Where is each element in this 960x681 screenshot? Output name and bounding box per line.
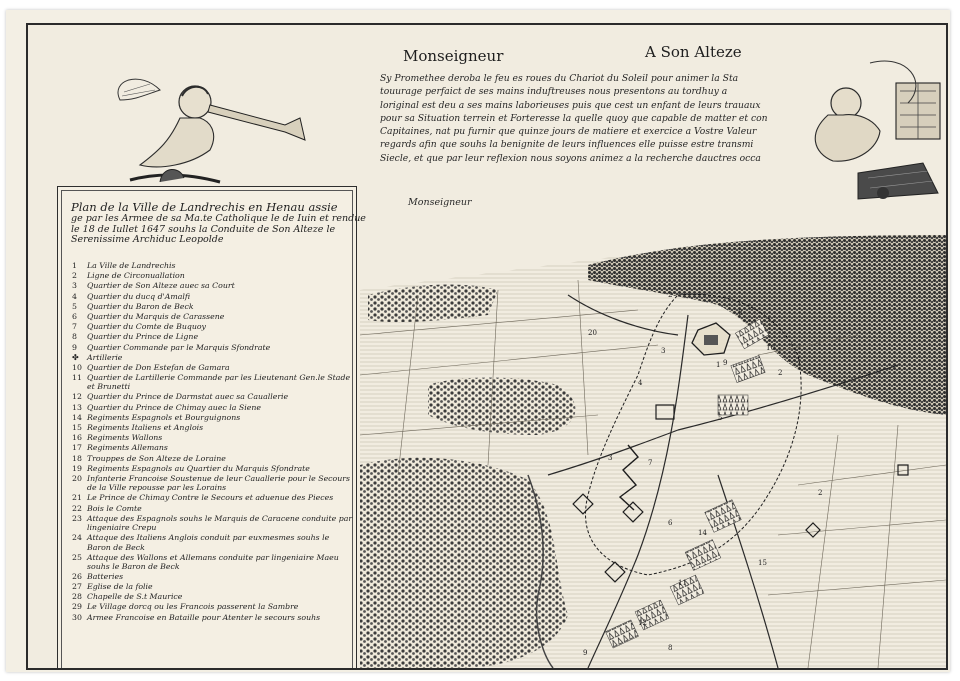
map-label: 12 (638, 619, 647, 627)
legend-item-number: 17 (72, 443, 82, 453)
legend-item-text: Regiments Italiens et Anglois (87, 423, 204, 433)
legend-list (72, 261, 356, 623)
legend-item-text: Quartier du Prince de Chimay auec la Siene (87, 402, 261, 412)
legend-item (72, 493, 356, 503)
legend-item-text: Eglise de la folie (87, 582, 153, 592)
legend-item-number: 27 (72, 582, 82, 592)
legend-item (72, 332, 356, 342)
legend-item (72, 292, 356, 302)
legend-item-number: 6 (72, 311, 77, 321)
legend-item-number: 30 (72, 612, 82, 622)
dedication-line: Capitaines, nat pu furnir que quinze jours de matiere et exercice a Vostre Valeur (380, 126, 757, 138)
map-label: 1 (716, 361, 721, 369)
legend-item (72, 302, 356, 312)
legend-item (72, 514, 356, 533)
legend-title-line: le 18 de Iullet 1647 souhs la Conduite de Son Alteze le (71, 223, 336, 235)
legend-item-text: Attaque des Italiens Anglois conduit par euxmesmes souhs le Baron de Beck (87, 533, 330, 552)
legend-item (72, 433, 356, 443)
legend-item-text: Armee Francoise en Bataille pour Atenter le secours souhs (87, 612, 321, 622)
map-label: 3 (661, 347, 666, 355)
map-label: 14 (698, 529, 707, 537)
legend-item-text: Quartier de Don Estefan de Gamara (87, 362, 230, 372)
map-label: 7 (648, 459, 653, 467)
map-label: 9 (723, 359, 728, 367)
legend-title-line: Serenissime Archiduc Leopolde (71, 234, 224, 245)
legend-item-number: 18 (72, 453, 82, 463)
legend-item (72, 353, 356, 363)
map-label: 8 (668, 644, 673, 652)
legend-item-text: Infanterie Francoise Soustenue de leur Cauallerie pour le Secours de la Ville repousse par les Lorains (87, 473, 350, 493)
legend-item-number: 11 (72, 373, 82, 383)
map-label: 4 (638, 379, 643, 387)
print-sheet (6, 10, 950, 672)
legend-item (72, 373, 356, 392)
legend-item-text: Le Prince de Chimay Contre le Secours et aduenue des Pieces (87, 493, 334, 503)
legend-item (72, 582, 356, 592)
legend-item-number: ✤ (72, 352, 79, 362)
legend-item-number: 9 (72, 342, 77, 352)
legend-cartouche (57, 186, 366, 670)
siege-map (338, 235, 946, 668)
legend-item-number: 3 (72, 281, 77, 291)
legend-item (72, 271, 356, 281)
legend-item-text: Chapelle de S.t Maurice (87, 592, 183, 602)
legend-item-number: 28 (72, 592, 82, 602)
dedication-signature: Monseigneur (408, 197, 472, 208)
legend-item-number: 12 (72, 392, 82, 402)
legend-item-text: Artillerie (87, 352, 123, 362)
legend-item-text: Trouppes de Son Alteze de Loraine (87, 453, 226, 463)
legend-item-text: Batteries (87, 571, 124, 581)
legend-item-text: Quartier du Prince de Ligne (87, 332, 199, 342)
dedication-text (380, 72, 785, 165)
map-label: 10 (766, 344, 775, 352)
legend-item-text: Attaque des Wallons et Allemans conduite par lingeniaire Maeu souhs le Baron de Beck (87, 552, 339, 571)
legend-item-text: Quartier du Marquis de Carassene (87, 311, 225, 321)
legend-title-line: Plan de la Ville de Landrechis en Henau assie (71, 200, 338, 214)
legend-item-number: 24 (72, 533, 82, 543)
legend-item-number: 25 (72, 552, 82, 562)
legend-item (72, 572, 356, 582)
legend-item-text: Quartier de Son Alteze auec sa Court (87, 281, 235, 291)
legend-item (72, 363, 356, 373)
legend-item-number: 15 (72, 423, 82, 433)
legend-item-text: La Ville de Landrechis (87, 261, 176, 270)
legend-item-number: 21 (72, 493, 82, 503)
cherub-coat-of-arms-illustration (788, 53, 943, 203)
legend-item (72, 504, 356, 514)
legend-item (72, 464, 356, 474)
legend-item-text: Ligne de Circonuallation (87, 271, 185, 281)
dedication-addressee: A Son Alteze (645, 43, 742, 61)
dedication-line: Sy Promethee deroba le feu es roues du Chariot du Soleil pour animer la Sta (380, 73, 739, 84)
map-label: 2 (778, 369, 783, 377)
legend-item-text: Quartier Commande par le Marquis Sfondrate (87, 342, 271, 352)
legend-item-text: Quartier du Comte de Buquoy (87, 322, 206, 332)
map-label: 6 (668, 519, 673, 527)
map-label: 20 (588, 329, 597, 337)
legend-item (72, 423, 356, 433)
legend-item-number: 1 (72, 261, 77, 270)
legend-item (72, 533, 356, 552)
map-label: 2 (668, 291, 673, 299)
dedication-line: loriginal est deu a ses mains laborieuses puis que cest un enfant de leurs trauaux (380, 99, 761, 111)
legend-item (72, 602, 356, 612)
legend-item-number: 2 (72, 271, 77, 281)
legend-item (72, 443, 356, 453)
map-label: 2 (818, 489, 823, 497)
legend-item-text: Quartier de Lartillerie Commande par les Lieutenant Gen.le Stade et Brunetti (87, 373, 351, 392)
legend-item-number: 7 (72, 322, 77, 332)
legend-item-number: 26 (72, 571, 82, 581)
legend-item-number: 29 (72, 602, 82, 612)
legend-item-number: 19 (72, 463, 82, 473)
legend-item-number: 4 (72, 291, 77, 301)
map-label: 15 (758, 559, 767, 567)
legend-item-number: 23 (72, 513, 82, 523)
legend-item-number: 22 (72, 503, 82, 513)
legend-item-number: 8 (72, 332, 77, 342)
map-label: 5 (718, 414, 723, 422)
legend-item-text: Regiments Espagnols au Quartier du Marquis Sfondrate (87, 463, 310, 473)
legend-item (72, 343, 356, 353)
legend-item-text: Quartier du ducq d'Amalfi (87, 291, 191, 301)
map-label: 9 (583, 649, 588, 657)
legend-item-text: Bois le Comte (87, 503, 142, 513)
legend-title (71, 200, 366, 246)
dedication-line: Siecle, et que par leur reflexion nous soyons animez a la recherche dauctres occa (380, 152, 761, 164)
legend-item-number: 14 (72, 412, 82, 422)
legend-item-text: Le Village dorcq ou les Francois passerent la Sambre (87, 602, 299, 612)
legend-item-number: 5 (72, 301, 77, 311)
engraving-plate (26, 23, 948, 670)
cherub-trumpet-illustration (100, 70, 310, 190)
map-label: 3 (608, 454, 613, 462)
legend-item (72, 392, 356, 402)
legend-title-line: ge par les Armee de sa Ma.te Catholique le de Iuin et rendue (71, 213, 366, 224)
legend-item (72, 312, 356, 322)
legend-item-number: 16 (72, 433, 82, 443)
dedication-line: pour sa Situation terrein et Forteresse la quelle quoy que capable de matter et con (380, 112, 768, 124)
dedication-line: touurage perfaict de ses mains induftreuses nous presentons au tordhuy a (380, 86, 728, 98)
dedication-salutation: Monseigneur (403, 47, 504, 65)
legend-item-number: 20 (72, 473, 82, 483)
legend-item-text: Regiments Espagnols et Bourguignons (87, 412, 241, 422)
siege-map-drawing (338, 235, 946, 668)
legend-item-number: 10 (72, 362, 82, 372)
legend-item (72, 403, 356, 413)
dedication-line: regards afin que souhs la benignite de leurs influences elle puisse estre transmi (380, 139, 754, 151)
legend-item-text: Quartier du Prince de Darmstat auec sa Cauallerie (87, 392, 289, 402)
legend-item-text: Regiments Allemans (87, 443, 168, 453)
legend-item (72, 261, 356, 271)
legend-item-number: 13 (72, 402, 82, 412)
legend-item-text: Regiments Wallons (87, 433, 163, 443)
map-label: 8 (738, 309, 743, 317)
legend-item (72, 281, 356, 291)
legend-item (72, 454, 356, 464)
legend-item (72, 613, 356, 623)
legend-item-text: Attaque des Espagnols souhs le Marquis de Caracene conduite par lingeniaire Crepu (87, 513, 353, 533)
legend-item (72, 413, 356, 423)
legend-item (72, 322, 356, 332)
legend-item (72, 553, 356, 572)
map-label: 11 (678, 579, 687, 587)
legend-item (72, 474, 356, 493)
legend-item (72, 592, 356, 602)
legend-item-text: Quartier du Baron de Beck (87, 301, 194, 311)
